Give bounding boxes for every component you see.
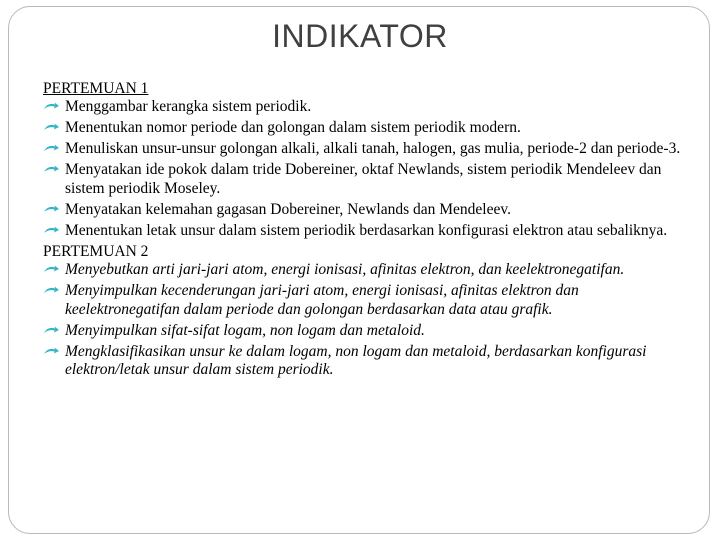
swoosh-arrow-icon: [43, 325, 60, 337]
list-item: [43, 201, 688, 219]
list-item-text: Menyatakan ide pokok dalam tride Dobereiner, oktaf Newlands, sistem periodik Mendeleev dan sistem periodik Moseley.: [65, 161, 662, 197]
list-item-text: Menggambar kerangka sistem periodik.: [65, 98, 312, 116]
section-heading-pertemuan-1: PERTEMUAN 1: [43, 80, 149, 97]
list-item: [43, 161, 688, 198]
swoosh-arrow-icon: [43, 285, 60, 297]
list-item: [43, 343, 688, 380]
list-item-text: Mengklasifikasikan unsur ke dalam logam, non logam dan metaloid, berdasarkan konfigurasi elektron/letak unsur dalam sistem periodik.: [65, 342, 647, 379]
list-item: [43, 222, 688, 240]
list-item-text: Menyatakan kelemahan gagasan Dobereiner, Newlands dan Mendeleev.: [65, 200, 511, 218]
swoosh-arrow-icon: [43, 264, 60, 276]
slide-title: INDIKATOR: [272, 18, 448, 54]
swoosh-arrow-icon: [43, 164, 60, 176]
swoosh-arrow-icon: [43, 101, 60, 113]
list-item: [43, 261, 688, 279]
list-item: [43, 322, 688, 340]
list-item-text: Menuliskan unsur-unsur golongan alkali, alkali tanah, halogen, gas mulia, periode-2 dan periode-3.: [65, 140, 681, 158]
swoosh-arrow-icon: [43, 122, 60, 134]
indicator-list-1: [43, 98, 688, 240]
section-heading-pertemuan-2: PERTEMUAN 2: [43, 242, 149, 260]
list-item-text: Menentukan nomor periode dan golongan dalam sistem periodik modern.: [65, 119, 521, 137]
list-item: [43, 140, 688, 158]
list-item: [43, 282, 688, 319]
list-item: [43, 98, 688, 116]
slide-content: [43, 80, 688, 382]
swoosh-arrow-icon: [43, 204, 60, 216]
list-item-text: Menyebutkan arti jari-jari atom, energi ionisasi, afinitas elektron, dan keelektronegatifan.: [65, 261, 625, 279]
swoosh-arrow-icon: [43, 346, 60, 358]
list-item: [43, 119, 688, 137]
list-item-text: Menentukan letak unsur dalam sistem periodik berdasarkan konfigurasi elektron atau sebaliknya.: [65, 221, 668, 239]
indicator-list-2: [43, 261, 688, 379]
list-item-text: Menyimpulkan sifat-sifat logam, non logam dan metaloid.: [65, 321, 425, 339]
swoosh-arrow-icon: [43, 225, 60, 237]
list-item-text: Menyimpulkan kecenderungan jari-jari atom, energi ionisasi, afinitas elektron dan keelektronegatifan dalam periode dan golongan berdasarkan data atau grafik.: [65, 282, 579, 318]
swoosh-arrow-icon: [43, 143, 60, 155]
